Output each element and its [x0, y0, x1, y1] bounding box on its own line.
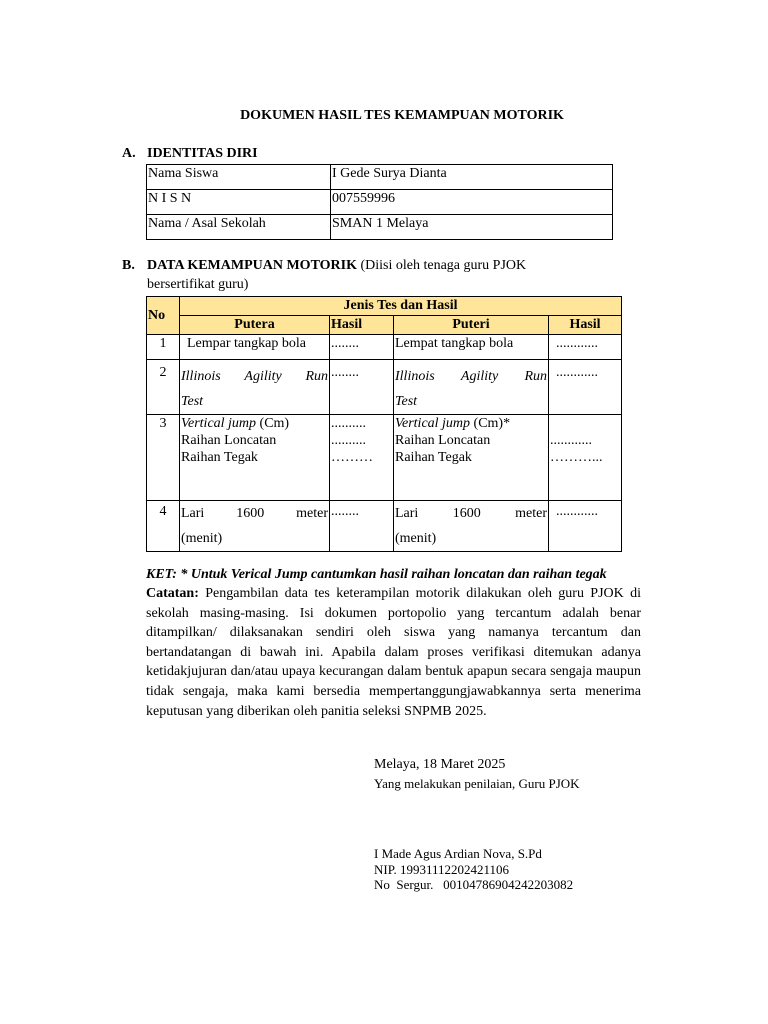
- row-hasil-putera-2: ..........: [331, 433, 366, 448]
- row-putera-line2: Raihan Loncatan: [181, 433, 277, 448]
- row-hasil-putera: ........: [330, 360, 394, 415]
- row-puteri-line2: (menit): [395, 531, 437, 546]
- row-putera: [180, 501, 330, 552]
- signature-place-date: Melaya, 18 Maret 2025: [374, 757, 506, 772]
- row-puteri: [394, 360, 549, 415]
- header-hasil-putera: Hasil: [330, 316, 394, 335]
- row-hasil-putera-1: ..........: [331, 416, 366, 431]
- header-putera: Putera: [180, 316, 330, 335]
- identity-value: 007559996: [331, 190, 613, 215]
- identity-label: Nama Siswa: [147, 165, 331, 190]
- signature-nip: NIP. 19931112202421106: [374, 862, 510, 877]
- identity-row: [147, 190, 613, 215]
- table-row: [147, 415, 622, 501]
- section-b-heading-line: [147, 258, 526, 274]
- header-puteri: Puteri: [394, 316, 549, 335]
- row-hasil-puteri-2: ............: [550, 433, 592, 448]
- table-row: [147, 501, 622, 552]
- section-a-letter: A.: [122, 146, 136, 161]
- row-putera-line3: Raihan Tegak: [181, 450, 258, 465]
- ket-note: KET: * Untuk Verical Jump cantumkan hasil raihan loncatan dan raihan tegak: [146, 567, 607, 582]
- row-hasil-putera-3: ………: [331, 450, 373, 465]
- row-putera: Lempar tangkap bola: [180, 335, 330, 360]
- table-row: [147, 335, 622, 360]
- row-no: 2: [147, 360, 180, 415]
- identity-value: SMAN 1 Melaya: [331, 215, 613, 240]
- section-b-note: (Diisi oleh tenaga guru PJOK: [360, 258, 527, 273]
- identity-row: [147, 215, 613, 240]
- row-puteri-italic: Vertical jump: [395, 416, 471, 431]
- document-title: DOKUMEN HASIL TES KEMAMPUAN MOTORIK: [240, 108, 564, 123]
- catatan-paragraph: [146, 584, 641, 721]
- row-no: 1: [147, 335, 180, 360]
- row-putera-word: 1600: [236, 506, 265, 521]
- row-hasil-puteri: ............: [549, 335, 622, 360]
- identity-label: Nama / Asal Sekolah: [147, 215, 331, 240]
- row-puteri-line2: Raihan Loncatan: [395, 433, 491, 448]
- section-a-heading: IDENTITAS DIRI: [147, 146, 258, 161]
- row-putera-word: Lari: [181, 506, 205, 521]
- row-putera-word: meter: [296, 506, 328, 521]
- identity-value: I Gede Surya Dianta: [331, 165, 613, 190]
- row-hasil-puteri-3: ………...: [550, 450, 603, 465]
- row-puteri-unit: (Cm)*: [470, 416, 511, 431]
- catatan-label: Catatan:: [146, 586, 199, 601]
- section-b-letter: B.: [122, 258, 135, 273]
- header-group: Jenis Tes dan Hasil: [180, 297, 622, 316]
- table-row: [147, 360, 622, 415]
- row-putera-line2: Test: [181, 394, 204, 409]
- row-puteri-word: Agility: [460, 369, 499, 384]
- identity-table: [146, 164, 613, 240]
- catatan-text: Pengambilan data tes keterampilan motorik dilakukan oleh guru PJOK di sekolah masing-masing. Isi dokumen portopolio yang tercantum adalah benar ditampilkan/ dilaksanakan sendiri oleh siswa yang namanya tercantum dan bertandatangan di bawah ini. Apabila dalam proses verifikasi ditemukan adanya ketidakjujuran dan/atau upaya kecurangan dalam bentuk apapun secara sengaja maupun tidak sengaja, maka kami bersedia mempertanggungjawabkannya serta menerima keputusan yang diberikan oleh panitia seleksi SNPMB 2025.: [146, 586, 641, 719]
- row-hasil-putera: [330, 415, 394, 501]
- row-puteri: Lempat tangkap bola: [394, 335, 549, 360]
- row-puteri-line3: Raihan Tegak: [395, 450, 472, 465]
- row-putera-line2: (menit): [181, 531, 223, 546]
- section-b-heading: DATA KEMAMPUAN MOTORIK: [147, 258, 357, 273]
- row-puteri: [394, 415, 549, 501]
- motor-test-table: [146, 296, 622, 552]
- row-puteri-word: meter: [515, 506, 547, 521]
- row-no: 3: [147, 415, 180, 501]
- row-hasil-puteri: ............: [549, 501, 622, 552]
- section-b-note-line2: bersertifikat guru): [147, 277, 249, 292]
- signature-role: Yang melakukan penilaian, Guru PJOK: [374, 776, 580, 791]
- row-hasil-putera: ........: [330, 335, 394, 360]
- row-putera: [180, 415, 330, 501]
- identity-row: [147, 165, 613, 190]
- table-header-row: [147, 297, 622, 316]
- row-putera-word: Run: [305, 369, 328, 384]
- row-putera-word: Illinois: [181, 369, 221, 384]
- row-hasil-puteri: [549, 415, 622, 501]
- row-putera: [180, 360, 330, 415]
- row-puteri-word: 1600: [452, 506, 481, 521]
- row-puteri-word: Run: [524, 369, 547, 384]
- row-putera-italic: Vertical jump: [181, 416, 257, 431]
- signature-sergur: No Sergur. 00104786904242203082: [374, 877, 574, 892]
- row-hasil-puteri: ............: [549, 360, 622, 415]
- table-subheader-row: [147, 316, 622, 335]
- row-puteri-word: Illinois: [395, 369, 435, 384]
- header-hasil-puteri: Hasil: [549, 316, 622, 335]
- row-puteri-word: Lari: [395, 506, 419, 521]
- row-puteri: [394, 501, 549, 552]
- row-putera-word: Agility: [244, 369, 282, 384]
- identity-label: N I S N: [147, 190, 331, 215]
- header-no: No: [147, 297, 180, 335]
- row-hasil-putera: ........: [330, 501, 394, 552]
- signature-name: I Made Agus Ardian Nova, S.Pd: [374, 846, 542, 861]
- row-putera-unit: (Cm): [256, 416, 290, 431]
- row-no: 4: [147, 501, 180, 552]
- row-puteri-line2: Test: [395, 394, 418, 409]
